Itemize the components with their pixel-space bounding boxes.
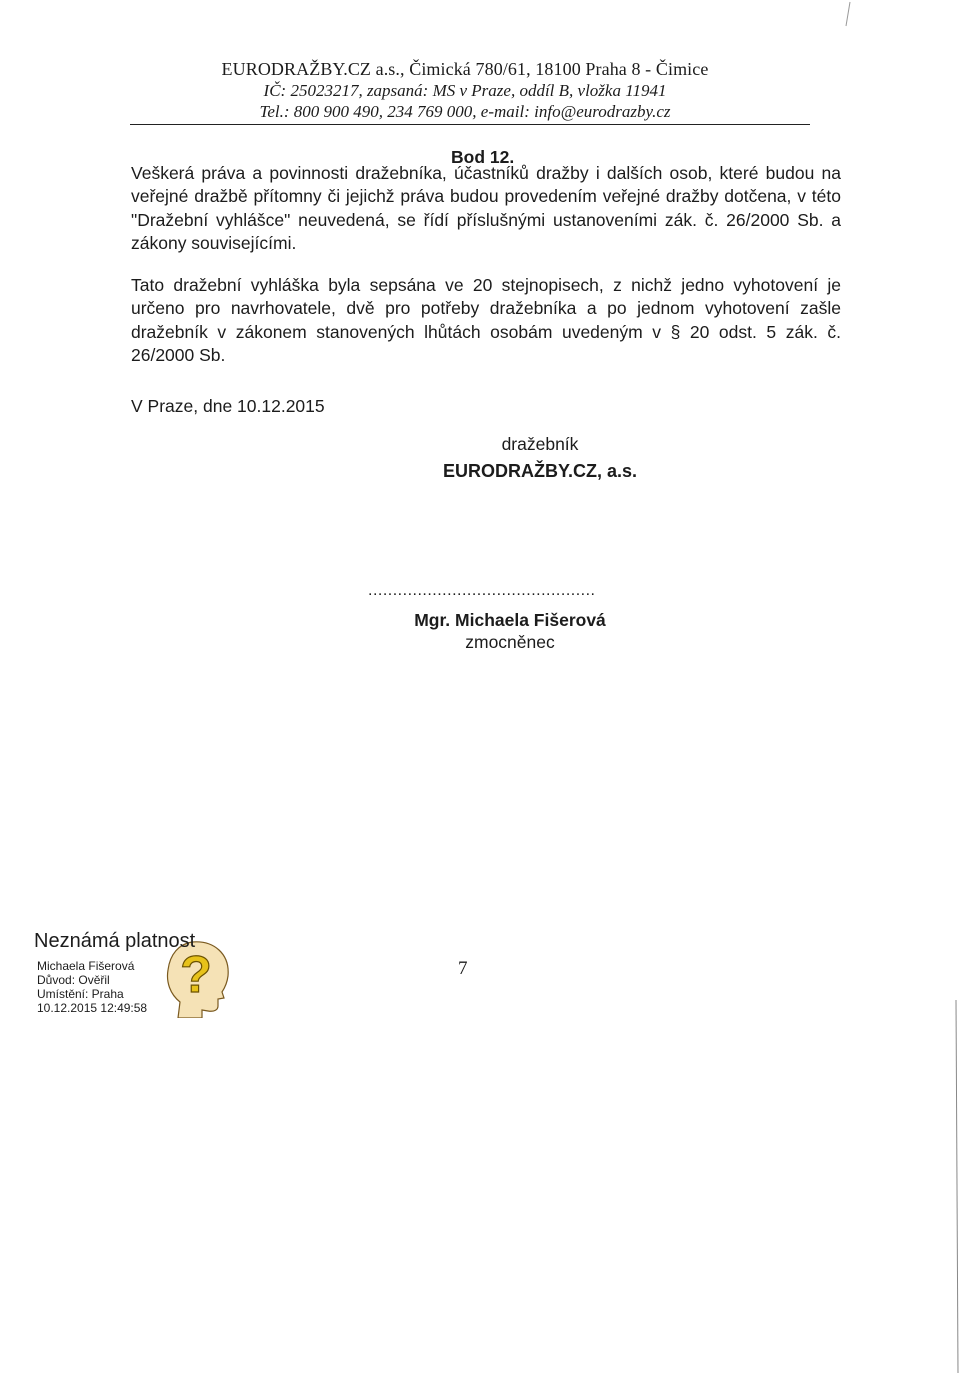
signature-line: ..............................................	[368, 585, 596, 597]
place-date: V Praze, dne 10.12.2015	[131, 396, 325, 416]
letterhead	[120, 58, 810, 122]
scan-edge-line	[946, 1000, 960, 1373]
pen-mark	[820, 0, 860, 30]
section-title: Bod 12.	[451, 147, 515, 167]
paragraph-rights: Veškerá práva a povinnosti dražebníka, účastníků dražby i dalších osob, které budou na veřejné dražbě přítomny či jejichž práva budou provedením veřejné dražby dotčena, v této "Dražební vyhlášce" neuvedená, se řídí příslušnými ustanoveními zák. č. 26/2000 Sb. a zákony souvisejícími.	[131, 163, 841, 253]
signer-name: Mgr. Michaela Fišerová	[414, 610, 606, 630]
letterhead-divider	[130, 124, 810, 125]
letterhead-contact: Tel.: 800 900 490, 234 769 000, e-mail: info@eurodrazby.cz	[259, 102, 671, 121]
page-number: 7	[458, 958, 468, 979]
stamp-signer: Michaela Fišerová	[37, 959, 135, 973]
letterhead-company-address: EURODRAŽBY.CZ a.s., Čimická 780/61, 18100 Praha 8 - Čimice	[221, 59, 709, 79]
signature-company: EURODRAŽBY.CZ, a.s.	[442, 461, 638, 481]
letterhead-registration: IČ: 25023217, zapsaná: MS v Praze, oddíl B, vložka 11941	[263, 81, 667, 100]
signer-role: zmocněnec	[465, 632, 555, 652]
stamp-reason: Důvod: Ověřil	[37, 973, 110, 987]
stamp-location: Umístění: Praha	[37, 987, 124, 1001]
paragraph-copies: Tato dražební vyhláška byla sepsána ve 20 stejnopisech, z nichž jedno vyhotovení je určeno pro navrhovatele, dvě pro potřeby dražebníka a po jednom vyhotovení zašle dražebník v zákonem stanovených lhůtách osobám uvedeným v § 20 odst. 5 zák. č. 26/2000 Sb.	[131, 275, 841, 365]
digital-signature-stamp	[34, 930, 294, 1020]
stamp-timestamp: 10.12.2015 12:49:58	[37, 1001, 148, 1015]
signature-role: dražebník	[501, 434, 579, 454]
svg-text:?: ?	[180, 946, 212, 1004]
stamp-validity-status: Neznámá platnost	[34, 930, 196, 952]
